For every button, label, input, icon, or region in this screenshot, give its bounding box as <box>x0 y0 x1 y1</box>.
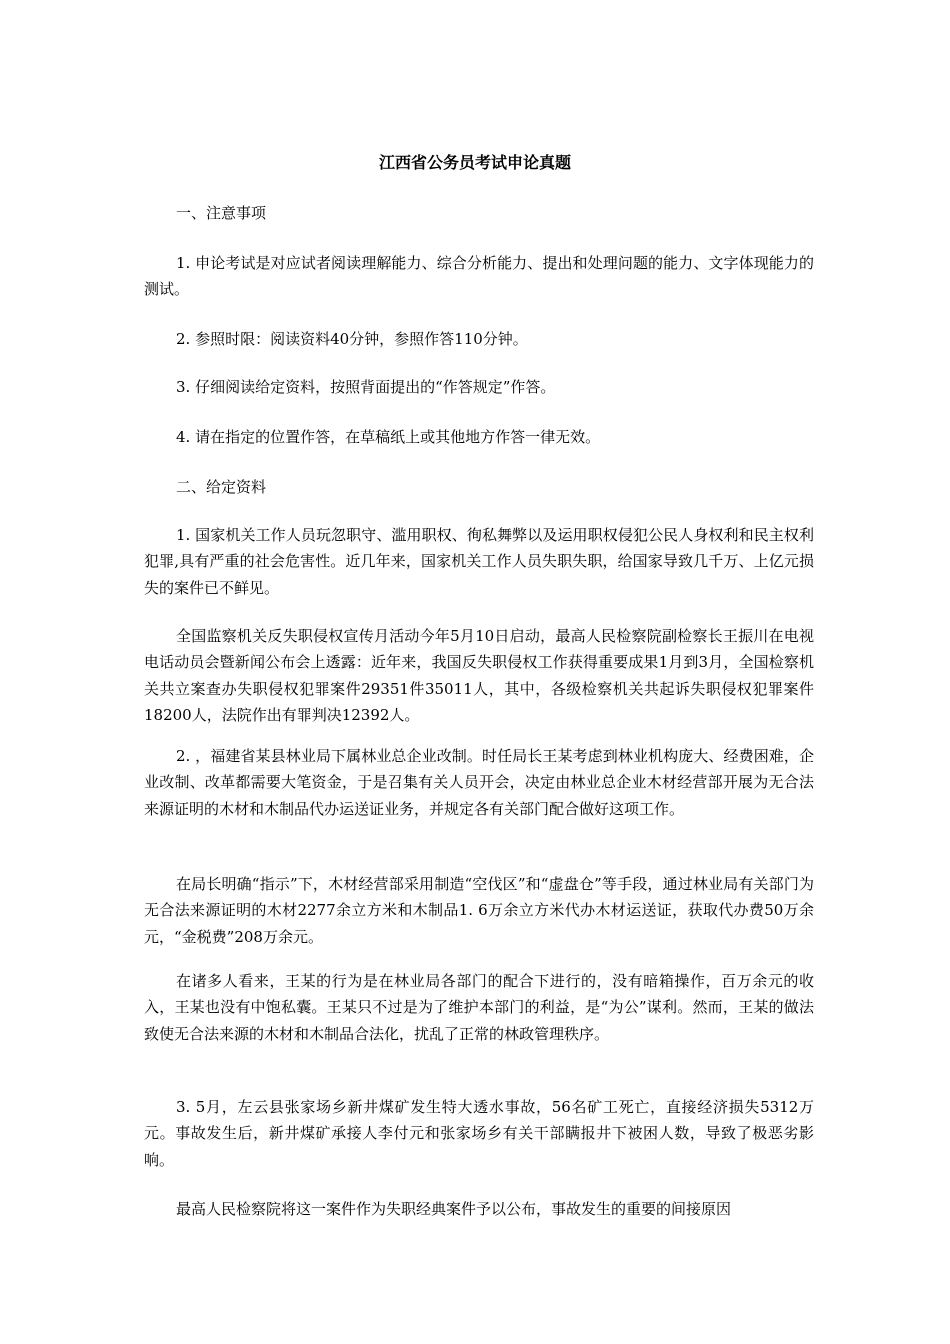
material-paragraph-2: 全国监察机关反失职侵权宣传月活动今年5月10日启动，最高人民检察院副检察长王振川在电视电话动员会暨新闻公布会上透露：近年来，我国反失职侵权工作获得重要成果1月到3月，全国检察机关共立案查办失职侵权犯罪案件29351件35011人，其中，各级检察机关共起诉失职侵权犯罪案件18200人，法院作出有罪判决12392人。 <box>144 627 814 725</box>
material-paragraph-6: 3. 5月，左云县张家场乡新井煤矿发生特大透水事故，56名矿工死亡，直接经济损失5312万元。事故发生后，新井煤矿承接人李付元和张家场乡有关干部瞒报井下被困人数，导致了极恶劣影响。 <box>144 1098 814 1169</box>
note-paragraph-1: 1. 申论考试是对应试者阅读理解能力、综合分析能力、提出和处理问题的能力、文字体现能力的测试。 <box>144 254 814 299</box>
note-paragraph-4: 4. 请在指定的位置作答，在草稿纸上或其他地方作答一律无效。 <box>176 428 601 446</box>
material-paragraph-5: 在诸多人看来，王某的行为是在林业局各部门的配合下进行的，没有暗箱操作，百万余元的收入，王某也没有中饱私囊。王某只不过是为了维护本部门的利益，是“为公”谋利。然而，王某的做法致使无合法来源的木材和木制品合法化，扰乱了正常的林政管理秩序。 <box>144 972 814 1043</box>
note-paragraph-3: 3. 仔细阅读给定资料，按照背面提出的“作答规定”作答。 <box>176 378 556 396</box>
material-paragraph-3: 2. ，福建省某县林业局下属林业总企业改制。时任局长王某考虑到林业机构庞大、经费困难，企业改制、改革都需要大笔资金，于是召集有关人员开会，决定由林业总企业木材经营部开展为无合法来源证明的木材和木制品代办运送证业务，并规定各有关部门配合做好这项工作。 <box>144 747 814 818</box>
document-title: 江西省公务员考试申论真题 <box>378 153 571 172</box>
note-paragraph-2: 2. 参照时限：阅读资料40分钟，参照作答110分钟。 <box>176 330 528 348</box>
material-paragraph-4: 在局长明确“指示”下，木材经营部采用制造“空伐区”和“虚盘仓”等手段，通过林业局有关部门为无合法来源证明的木材2277余立方米和木制品1. 6万余立方米代办木材运送证，获取代办费50万余元，“金税费”208万余元。 <box>144 875 814 946</box>
material-paragraph-7: 最高人民检察院将这一案件作为失职经典案件予以公布，事故发生的重要的间接原因 <box>176 1200 732 1218</box>
section-heading-notes: 一、注意事项 <box>176 204 267 222</box>
section-heading-materials: 二、给定资料 <box>176 478 267 496</box>
material-paragraph-1: 1. 国家机关工作人员玩忽职守、滥用职权、徇私舞弊以及运用职权侵犯公民人身权利和民主权利犯罪,具有严重的社会危害性。近几年来，国家机关工作人员失职失职，给国家导致几千万、上亿元损失的案件已不鲜见。 <box>144 526 814 597</box>
